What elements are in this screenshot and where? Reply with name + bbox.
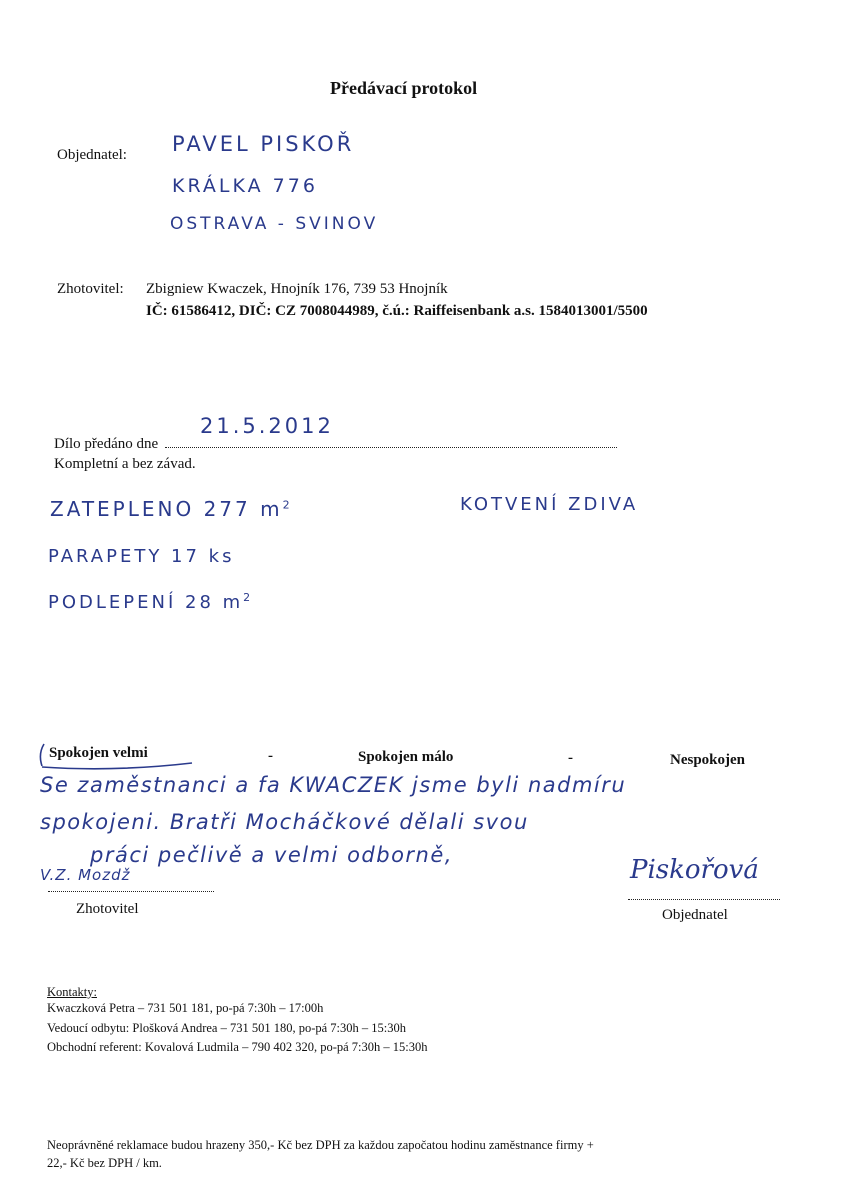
- contacts-heading: Kontakty:: [47, 985, 97, 999]
- contact-line: Obchodní referent: Kovalová Ludmila – 790 402 320, po-pá 7:30h – 15:30h: [47, 1040, 428, 1054]
- comment-signoff: V.Z. Mozdž: [40, 866, 131, 884]
- objednatel-signature-line: [628, 885, 780, 900]
- objednatel-signature-label: Objednatel: [662, 907, 728, 923]
- work-extra: KOTVENÍ ZDIVA: [460, 494, 639, 515]
- objednatel-name: PAVEL PISKOŘ: [172, 132, 355, 156]
- option-separator: -: [568, 750, 573, 766]
- option-nespokojen: Nespokojen: [670, 752, 746, 768]
- zhotovitel-label: Zhotovitel:: [57, 281, 124, 297]
- handover-row: [54, 433, 617, 453]
- handover-date: 21.5.2012: [200, 414, 334, 438]
- option-spokojen-malo: Spokojen málo: [358, 749, 454, 765]
- comment-line: spokojeni. Bratři Mocháčkové dělali svou: [40, 810, 529, 834]
- zhotovitel-line2: IČ: 61586412, DIČ: CZ 7008044989, č.ú.: Raiffeisenbank a.s. 1584013001/5500: [146, 303, 648, 319]
- objednatel-street: KRÁLKA 776: [172, 175, 318, 197]
- option-separator: -: [268, 748, 273, 764]
- objednatel-city: OSTRAVA - SVINOV: [170, 214, 379, 234]
- zhotovitel-signature-line: [48, 877, 214, 892]
- option-spokojen-velmi: Spokojen velmi: [49, 745, 148, 761]
- contact-line: Kwaczková Petra – 731 501 181, po-pá 7:30h – 17:00h: [47, 1001, 324, 1015]
- objednatel-signature: Piskořová: [630, 855, 759, 885]
- document-title: Předávací protokol: [330, 78, 478, 98]
- footer-line: Neoprávněné reklamace budou hrazeny 350,- Kč bez DPH za každou započatou hodinu zaměstnance firmy +: [47, 1138, 594, 1152]
- comment-line: práci pečlivě a velmi odborně,: [90, 843, 453, 867]
- objednatel-label: Objednatel:: [57, 147, 127, 163]
- work-item: PARAPETY 17 ks: [48, 546, 235, 567]
- work-item: PODLEPENÍ 28 $m^2$: [48, 591, 254, 613]
- handover-status: Kompletní a bez závad.: [54, 456, 196, 472]
- contact-line: Vedoucí odbytu: Plošková Andrea – 731 501 180, po-pá 7:30h – 15:30h: [47, 1021, 406, 1035]
- zhotovitel-line1: Zbigniew Kwaczek, Hnojník 176, 739 53 Hnojník: [146, 281, 448, 297]
- work-item: ZATEPLENO 277 $m^2$: [50, 497, 293, 521]
- handover-label: Dílo předáno dne: [54, 436, 159, 452]
- comment-line: Se zaměstnanci a fa KWACZEK jsme byli nadmíru: [40, 773, 627, 797]
- footer-line: 22,- Kč bez DPH / km.: [47, 1156, 162, 1170]
- zhotovitel-signature-label: Zhotovitel: [76, 901, 139, 917]
